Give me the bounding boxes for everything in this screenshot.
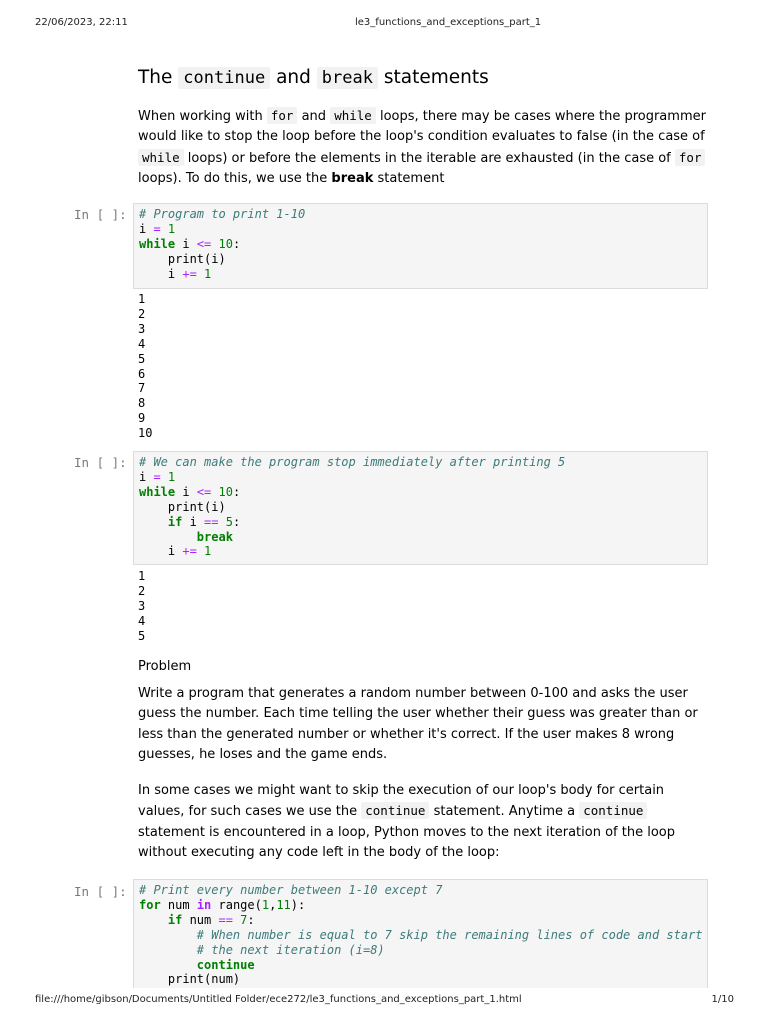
text: When working with bbox=[138, 109, 267, 124]
heading-code-break: break bbox=[317, 67, 378, 89]
code-comment: # Print every number between 1-10 except 7 bbox=[139, 883, 443, 897]
print-page-number: 1/10 bbox=[711, 994, 734, 1005]
inline-code: for bbox=[267, 107, 298, 124]
code-content: # We can make the program stop immediately after printing 5 i = 1 while i <= 10: print(i) if i == 5: break i += 1 bbox=[139, 455, 566, 559]
text: loops). To do this, we use the bbox=[138, 170, 332, 186]
text: and bbox=[297, 109, 331, 124]
text: statement bbox=[373, 170, 445, 186]
heading-code-continue: continue bbox=[178, 67, 270, 89]
code-content: # Program to print 1-10 i = 1 while i <= 10: print(i) i += 1 bbox=[139, 207, 306, 281]
code-comment: # the next iteration (i=8) bbox=[196, 942, 385, 957]
text: In some cases we might want to skip the execution of our loop's body for certain values, for such cases we use the bbox=[138, 783, 665, 820]
code-comment: # Program to print 1-10 bbox=[139, 207, 306, 221]
problem-text: Write a program that generates a random number between 0-100 and asks the user guess the number. Each time telling the user whether their guess was greater than or less than the generated number or whether it's correct. If the user makes 8 wrong guesses, he loses and the game ends. bbox=[138, 686, 698, 762]
inline-code: continue bbox=[579, 802, 647, 819]
cell-prompt: In [ ]: bbox=[74, 455, 127, 470]
print-datetime: 22/06/2023, 22:11 bbox=[35, 17, 128, 28]
cell-1-output: 1 2 3 4 5 6 7 8 9 10 bbox=[138, 292, 153, 441]
code-cell-1[interactable] bbox=[133, 203, 708, 289]
inline-code: for bbox=[675, 149, 706, 166]
cell-prompt: In [ ]: bbox=[74, 207, 127, 222]
bold-keyword: break bbox=[331, 170, 374, 186]
print-file-path: file:///home/gibson/Documents/Untitled Folder/ece272/le3_functions_and_exceptions_part_1.html bbox=[35, 994, 522, 1005]
cell-prompt: In [ ]: bbox=[74, 884, 127, 899]
text: loops) or before the elements in the iterable are exhausted (in the case of bbox=[183, 150, 675, 166]
inline-code: while bbox=[330, 107, 376, 124]
section-heading bbox=[138, 64, 489, 92]
print-doc-title: le3_functions_and_exceptions_part_1 bbox=[355, 17, 542, 28]
continue-paragraph bbox=[138, 781, 713, 863]
code-cell-3[interactable] bbox=[133, 879, 708, 988]
code-content: # Print every number between 1-10 except 7 for num in range(1,11): if num == 7: # When number is equal to 7 skip the remaining lines of code and start # the next iteration (i=8) continue print(num) bbox=[139, 883, 703, 987]
text: loops, there may be cases where the programmer would like to stop the loop before the loop's condition evaluates to false (in the case of bbox=[138, 109, 706, 145]
problem-label: Problem bbox=[138, 659, 192, 674]
heading-text: The bbox=[138, 67, 179, 88]
heading-text: and bbox=[270, 67, 317, 88]
heading-text: statements bbox=[377, 67, 489, 88]
code-cell-2[interactable] bbox=[133, 451, 708, 565]
text: statement. Anytime a bbox=[429, 804, 580, 820]
intro-paragraph bbox=[138, 106, 713, 189]
code-comment: # When number is equal to 7 skip the remaining lines of code and start bbox=[196, 927, 703, 942]
code-comment: # We can make the program stop immediately after printing 5 bbox=[139, 455, 566, 469]
text: statement is encountered in a loop, Python moves to the next iteration of the loop without executing any code left in the body of the loop: bbox=[138, 824, 675, 860]
cell-2-output: 1 2 3 4 5 bbox=[138, 569, 146, 643]
inline-code: continue bbox=[361, 802, 429, 819]
inline-code: while bbox=[138, 149, 184, 166]
